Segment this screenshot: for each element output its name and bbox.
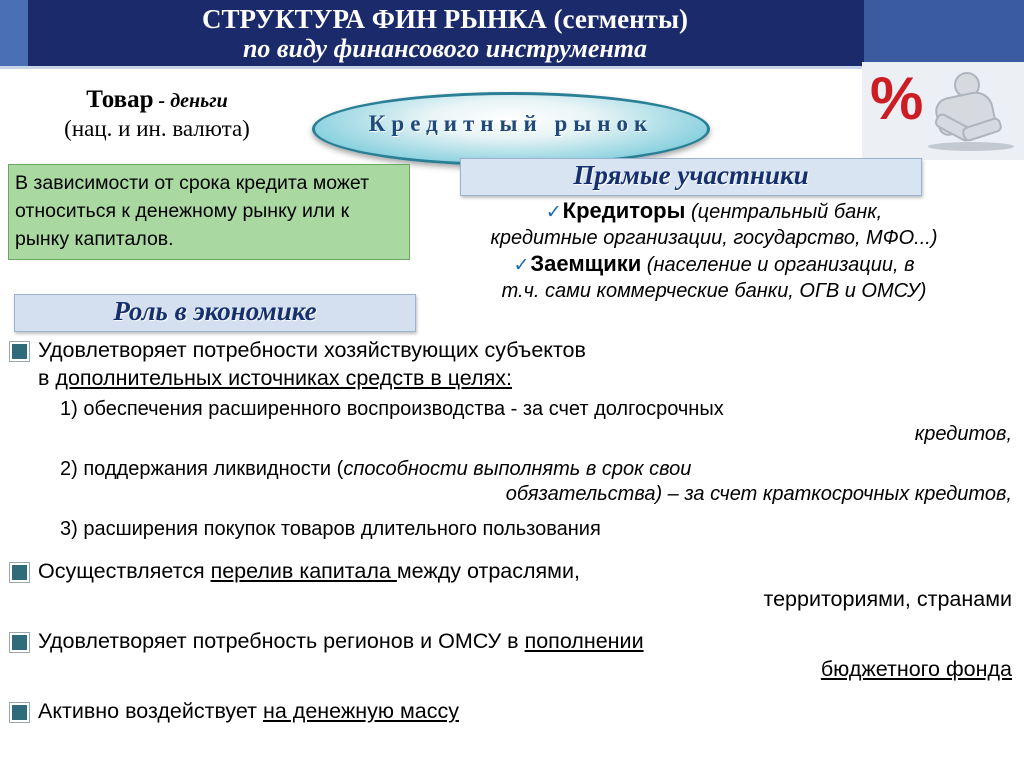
header-left-accent xyxy=(0,0,28,66)
participants-banner xyxy=(460,158,922,196)
role-bullet-1-sub-2-tail: обязательства) – за счет краткосрочных кредитов, xyxy=(505,483,1012,505)
percent-icon: % xyxy=(870,65,920,132)
check-icon: ✓ xyxy=(513,255,530,276)
goods-money-small: деньги xyxy=(170,90,228,112)
page-title-line2: по виду финансового инструмента xyxy=(242,34,648,63)
role-bullet-1-line1: Удовлетворяет потребности хозяйствующих субъектов xyxy=(38,338,586,362)
participant-borrowers-label: Заемщики xyxy=(530,251,642,276)
role-bullet-1-sub-2 xyxy=(38,456,1024,483)
goods-money-block xyxy=(12,86,302,143)
credit-market-oval xyxy=(312,92,710,166)
participant-item-borrowers xyxy=(410,251,1018,278)
role-bullet-list xyxy=(0,336,1024,725)
participants-list xyxy=(410,198,1018,304)
role-bullet-1-sub-1-text: 1) обеспечения расширенного воспроизводства - за счет долгосрочных xyxy=(60,398,724,420)
role-bullet-3-underline: пополнении xyxy=(524,629,644,653)
participant-creditors-detail: (центральный банк, xyxy=(685,201,883,223)
page-title xyxy=(30,4,860,64)
check-icon: ✓ xyxy=(545,202,562,223)
bullet-square-icon xyxy=(10,703,29,722)
goods-money-main: Товар xyxy=(86,86,154,113)
credit-term-note xyxy=(8,164,410,260)
role-bullet-2-underline: перелив капитала xyxy=(210,559,397,583)
role-bullet-3-line1 xyxy=(38,627,1024,655)
role-bullet-3 xyxy=(0,627,1024,683)
bullet-square-icon xyxy=(10,563,29,582)
role-bullet-3-plain: Удовлетворяет потребность регионов и ОМСУ в xyxy=(38,629,525,653)
role-bullet-1-sub-1 xyxy=(38,396,1024,423)
runner-shadow xyxy=(928,142,1014,151)
bullet-square-icon xyxy=(10,342,29,361)
participant-item-creditors xyxy=(410,198,1018,225)
page-title-line1: СТРУКТУРА ФИН РЫНКА (сегменты) xyxy=(201,4,689,34)
role-bullet-4 xyxy=(0,697,1024,725)
credit-market-label: Кредитный рынок xyxy=(368,111,654,136)
role-bullet-4-plain: Активно воздействует xyxy=(38,699,263,723)
role-banner-label: Роль в экономике xyxy=(113,296,317,326)
role-bullet-2-plain-b: между отраслями, xyxy=(396,559,580,583)
bullet-square-icon xyxy=(10,633,29,652)
header-right-accent xyxy=(864,0,1024,66)
role-bullet-1 xyxy=(0,336,1024,543)
goods-money-dash: - xyxy=(153,90,171,112)
role-bullet-1-sub-3: 3) расширения покупок товаров длительного пользования xyxy=(60,518,601,540)
role-bullet-1-line2-plain: в xyxy=(38,366,56,390)
role-bullet-1-line2 xyxy=(38,364,1024,392)
role-banner xyxy=(14,294,416,332)
participant-creditors-label: Кредиторы xyxy=(562,198,686,223)
credit-term-note-text: В зависимости от срока кредита может относиться к денежному рынку или к рынку капиталов. xyxy=(15,172,370,250)
participants-banner-label: Прямые участники xyxy=(573,160,809,190)
role-bullet-2-line2: территориями, странами xyxy=(763,587,1012,611)
role-bullet-1-line2-underline: дополнительных источниках средств в целях: xyxy=(55,366,512,390)
participant-borrowers-detail-cont: т.ч. сами коммерческие банки, ОГВ и ОМСУ) xyxy=(501,280,927,302)
role-bullet-1-sub-2-plain: 2) поддержания ликвидности ( xyxy=(60,458,344,480)
role-bullet-4-line1 xyxy=(38,697,1024,725)
participant-creditors-detail-cont: кредитные организации, государство, МФО...) xyxy=(490,227,938,249)
percent-runner-graphic xyxy=(862,62,1024,160)
goods-money-line1 xyxy=(12,86,302,115)
role-bullet-2 xyxy=(0,557,1024,613)
role-bullet-1-sub-2-italic: способности выполнять в срок свои xyxy=(343,458,692,480)
participant-borrowers-detail: (население и организации, в xyxy=(641,254,915,276)
goods-money-line2: (нац. и ин. валюта) xyxy=(64,116,250,141)
role-bullet-4-underline: на денежную массу xyxy=(262,699,459,723)
role-bullet-2-plain-a: Осуществляется xyxy=(38,559,211,583)
role-bullet-3-line2: бюджетного фонда xyxy=(820,657,1012,681)
role-bullet-2-line1 xyxy=(38,557,1024,585)
header-banner xyxy=(0,0,1024,69)
role-bullet-1-sub-1-tail: кредитов, xyxy=(914,423,1012,445)
